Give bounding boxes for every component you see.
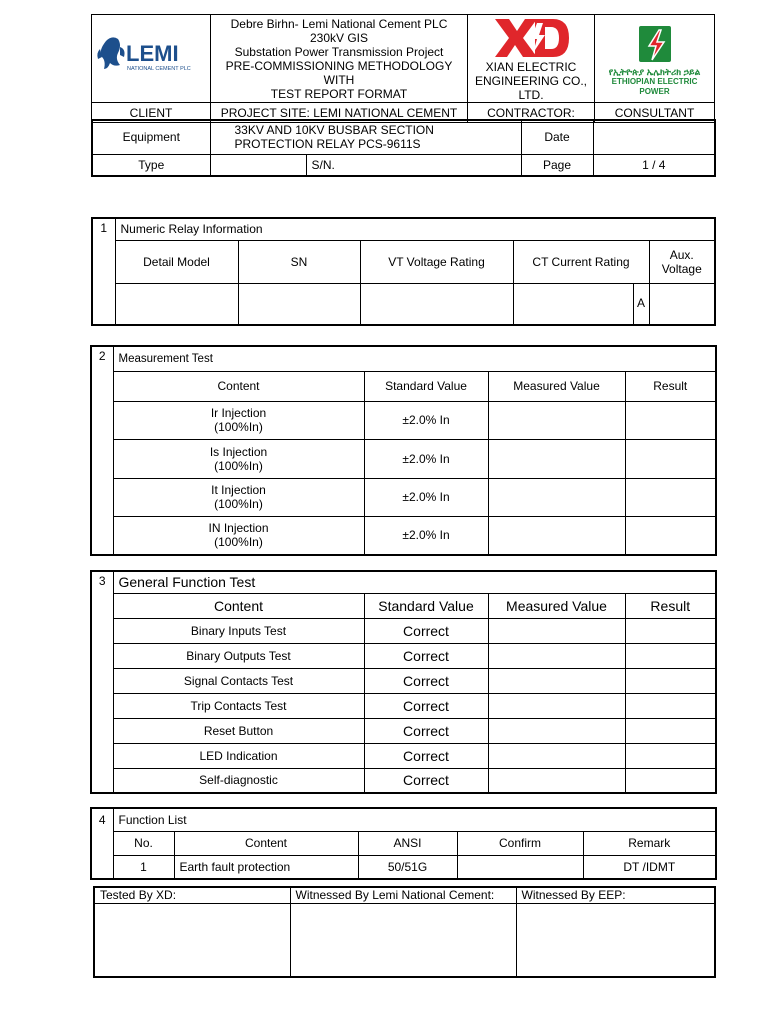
s3-row7-measured[interactable]: [488, 768, 625, 793]
s3-row1-standard: Correct: [364, 618, 488, 643]
lemi-logo-subtext: NATIONAL CEMENT PLC: [127, 66, 191, 72]
s3-row2-content: Binary Outputs Test: [113, 643, 364, 668]
s2-row3-measured[interactable]: [488, 478, 625, 516]
type-label: Type: [92, 154, 210, 176]
s1-ct-unit: A: [633, 283, 649, 325]
s2-row3-content-line-2: (100%In): [214, 497, 263, 511]
section2-title: Measurement Test: [113, 346, 716, 371]
section2-number: 2: [91, 346, 113, 555]
table-row: [91, 478, 716, 516]
sn-label: S/N.: [306, 154, 521, 176]
table-row: [91, 743, 716, 768]
section3-table: [90, 570, 717, 794]
s3-row2-measured[interactable]: [488, 643, 625, 668]
witness-lemi-signature-area[interactable]: [290, 903, 516, 977]
section1-title: Numeric Relay Information: [115, 218, 715, 240]
s2-row3-content-line-1: It Injection: [211, 483, 266, 497]
s3-row7-content: Self-diagnostic: [113, 768, 364, 793]
lemi-lion-icon: [94, 27, 210, 87]
section2-table: [90, 345, 717, 556]
tested-by-label: Tested By XD:: [94, 887, 290, 903]
s2-row4-standard: ±2.0% In: [364, 516, 488, 555]
section1-table: [91, 217, 716, 326]
lemi-logo-text: LEMI: [126, 41, 179, 66]
s1-sn-value[interactable]: [238, 283, 360, 325]
table-row: [91, 668, 716, 693]
s1-detail-model-value[interactable]: [115, 283, 238, 325]
s2-row4-result[interactable]: [625, 516, 716, 555]
s4-header-confirm: Confirm: [457, 831, 583, 855]
s3-header-standard: Standard Value: [364, 593, 488, 618]
s1-header-detail-model: Detail Model: [115, 240, 238, 283]
signature-table: [93, 886, 716, 978]
table-row: [91, 693, 716, 718]
s2-header-content: Content: [113, 371, 364, 401]
s2-row1-content-line-1: Ir Injection: [210, 406, 267, 420]
witness-eep-label: Witnessed By EEP:: [516, 887, 715, 903]
s3-row6-content: LED Indication: [113, 743, 364, 768]
eep-english: ETHIOPIAN ELECTRIC POWER: [611, 77, 698, 96]
equipment-value-line-2: PROTECTION RELAY PCS-9611S: [234, 137, 421, 152]
section1-number: 1: [92, 218, 115, 325]
s4-row1-content: Earth fault protection: [174, 855, 358, 879]
s3-row3-content: Signal Contacts Test: [113, 668, 364, 693]
contractor-name-line-1: XIAN ELECTRIC: [485, 60, 577, 74]
table-row: [91, 401, 716, 439]
table-row: [91, 768, 716, 793]
s3-row6-standard: Correct: [364, 743, 488, 768]
lemi-logo: [92, 15, 211, 103]
eep-logo: [595, 15, 715, 103]
s3-row3-standard: Correct: [364, 668, 488, 693]
project-site-label: PROJECT SITE: LEMI NATIONAL CEMENT: [211, 103, 468, 123]
equipment-table: [91, 119, 716, 177]
consultant-label: CONSULTANT: [595, 103, 715, 123]
s3-row6-result[interactable]: [625, 743, 716, 768]
s3-row4-result[interactable]: [625, 693, 716, 718]
s3-row5-standard: Correct: [364, 718, 488, 743]
tested-by-signature-area[interactable]: [94, 903, 290, 977]
s3-row6-measured[interactable]: [488, 743, 625, 768]
project-title: [211, 15, 468, 103]
s1-aux-value[interactable]: [649, 283, 715, 325]
project-line-1: Debre Birhn- Lemi National Cement PLC 230kV GIS: [230, 16, 448, 45]
s3-row7-result[interactable]: [625, 768, 716, 793]
s3-header-result: Result: [625, 593, 716, 618]
s2-row2-standard: ±2.0% In: [364, 439, 488, 478]
s2-row1-content-line-2: (100%In): [214, 420, 263, 434]
s3-row1-content: Binary Inputs Test: [113, 618, 364, 643]
s3-row5-measured[interactable]: [488, 718, 625, 743]
s2-header-measured: Measured Value: [488, 371, 625, 401]
table-row: [91, 855, 716, 879]
s3-row2-result[interactable]: [625, 643, 716, 668]
type-value[interactable]: [210, 154, 306, 176]
project-line-3: PRE-COMMISSIONING METHODOLOGY WITH: [225, 58, 453, 87]
xd-logo-icon: [491, 17, 571, 59]
s1-header-sn: SN: [238, 240, 360, 283]
s1-header-vt: VT Voltage Rating: [360, 240, 513, 283]
section3-title: General Function Test: [113, 571, 716, 593]
s3-row2-standard: Correct: [364, 643, 488, 668]
contractor-label: CONTRACTOR:: [468, 103, 595, 123]
s2-row2-content-line-1: Is Injection: [209, 444, 268, 459]
s2-row1-result[interactable]: [625, 401, 716, 439]
s1-header-aux-line-1: Aux.: [669, 247, 694, 262]
s2-row4-content-line-1: IN Injection: [208, 521, 269, 536]
s3-row4-measured[interactable]: [488, 693, 625, 718]
eep-amharic: የኢትዮጵያ ኤሌክትሪክ ኃይል: [608, 67, 701, 77]
s4-header-ansi: ANSI: [358, 831, 457, 855]
witness-lemi-label: Witnessed By Lemi National Cement:: [290, 887, 516, 903]
s3-row3-measured[interactable]: [488, 668, 625, 693]
date-label: Date: [521, 120, 593, 154]
s4-header-remark: Remark: [583, 831, 716, 855]
s4-header-no: No.: [113, 831, 174, 855]
equipment-value: [210, 120, 521, 154]
project-line-2: Substation Power Transmission Project: [234, 44, 444, 59]
s2-header-standard: Standard Value: [364, 371, 488, 401]
s2-header-result: Result: [625, 371, 716, 401]
page-label: Page: [521, 154, 593, 176]
date-value[interactable]: [593, 120, 715, 154]
s3-row3-result[interactable]: [625, 668, 716, 693]
s3-header-measured: Measured Value: [488, 593, 625, 618]
s3-row7-standard: Correct: [364, 768, 488, 793]
s2-row3-result[interactable]: [625, 478, 716, 516]
s2-row4-content-line-2: (100%In): [214, 535, 263, 550]
s1-header-aux-line-2: Voltage: [661, 261, 702, 276]
s4-header-content: Content: [174, 831, 358, 855]
s3-row1-result[interactable]: [625, 618, 716, 643]
s2-row3-content: [113, 478, 364, 516]
s3-row5-result[interactable]: [625, 718, 716, 743]
project-line-4: TEST REPORT FORMAT: [270, 86, 408, 101]
s4-row1-confirm[interactable]: [457, 855, 583, 879]
s4-row1-no: 1: [113, 855, 174, 879]
table-row: [91, 439, 716, 478]
s2-row4-content: [113, 516, 364, 555]
section4-title: Function List: [113, 808, 716, 831]
section4-number: 4: [91, 808, 113, 879]
equipment-label: Equipment: [92, 120, 210, 154]
s2-row4-measured[interactable]: [488, 516, 625, 555]
page-value: 1 / 4: [593, 154, 715, 176]
witness-eep-signature-area[interactable]: [516, 903, 715, 977]
s2-row2-content-line-2: (100%In): [214, 458, 263, 473]
s1-header-ct: CT Current Rating: [513, 240, 649, 283]
s3-row4-standard: Correct: [364, 693, 488, 718]
s2-row1-content: [113, 401, 364, 439]
s2-row2-content: [113, 439, 364, 478]
s1-ct-value[interactable]: [513, 283, 633, 325]
s2-row1-measured[interactable]: [488, 401, 625, 439]
s3-row4-content: Trip Contacts Test: [113, 693, 364, 718]
s2-row1-standard: ±2.0% In: [364, 401, 488, 439]
table-row: [91, 643, 716, 668]
contractor-name-line-2: ENGINEERING CO., LTD.: [474, 74, 587, 102]
s3-row5-content: Reset Button: [113, 718, 364, 743]
equipment-value-line-1: 33KV AND 10KV BUSBAR SECTION: [234, 123, 434, 138]
section3-number: 3: [91, 571, 113, 793]
eep-bolt-icon: [635, 24, 675, 64]
contractor-logo-cell: [468, 15, 595, 103]
s1-header-aux: [649, 240, 715, 283]
s2-row3-standard: ±2.0% In: [364, 478, 488, 516]
s4-row1-ansi: 50/51G: [358, 855, 457, 879]
client-label: CLIENT: [92, 103, 211, 123]
s3-row1-measured[interactable]: [488, 618, 625, 643]
s2-row2-measured[interactable]: [488, 439, 625, 478]
s3-header-content: Content: [113, 593, 364, 618]
header-table: [91, 14, 715, 123]
section4-table: [90, 807, 717, 880]
table-row: [91, 718, 716, 743]
s2-row2-result[interactable]: [625, 439, 716, 478]
s4-row1-remark: DT /IDMT: [583, 855, 716, 879]
contractor-name: [470, 60, 592, 102]
s1-vt-value[interactable]: [360, 283, 513, 325]
table-row: [91, 618, 716, 643]
table-row: [91, 516, 716, 555]
